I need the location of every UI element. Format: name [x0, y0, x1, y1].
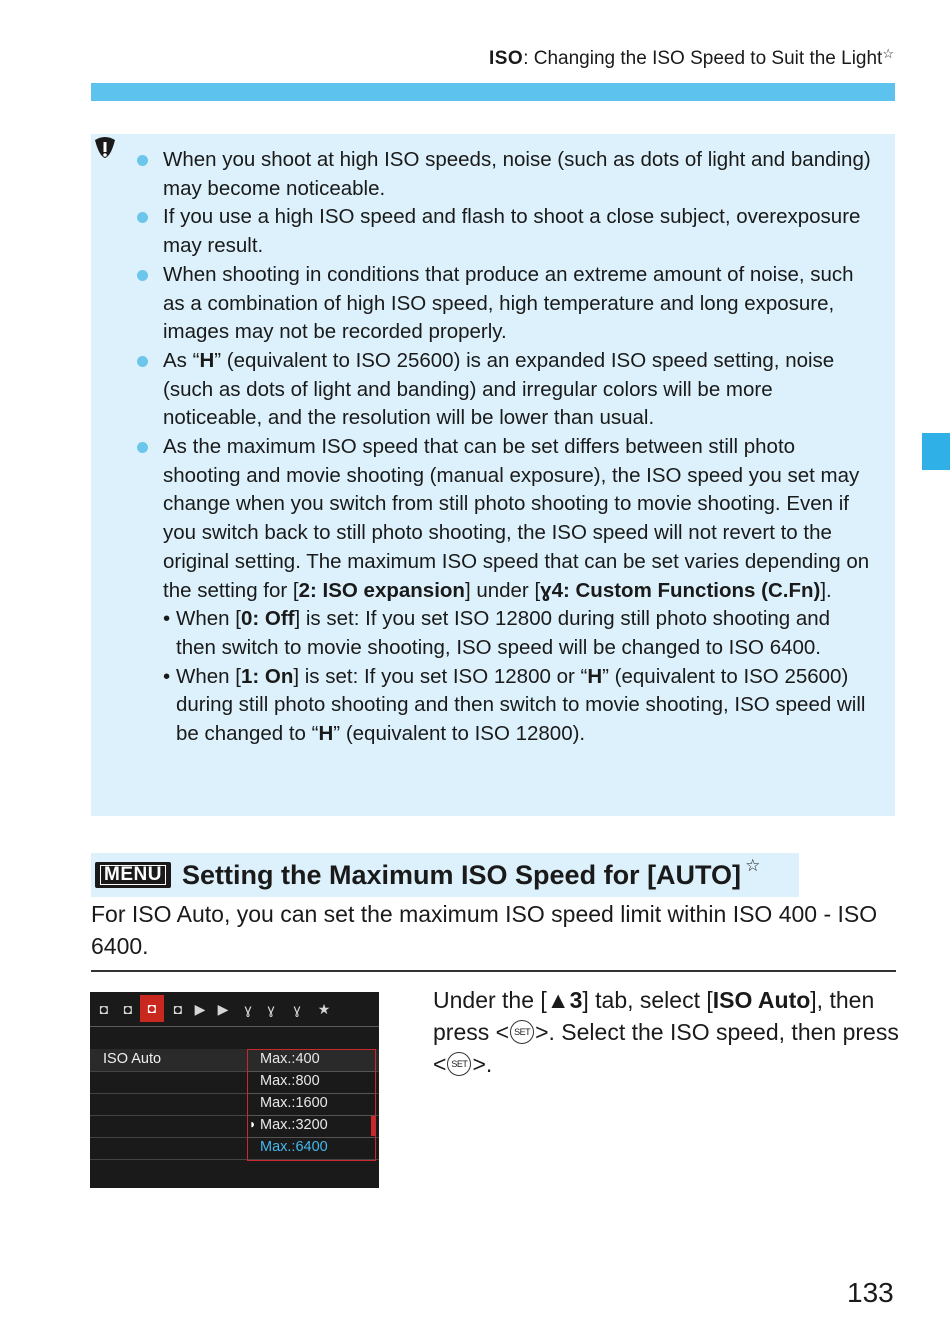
sub-list: [163, 605, 875, 749]
camera-icon: ▲: [546, 987, 570, 1013]
bullet-icon: [137, 155, 148, 166]
set-button-icon: SET: [510, 1020, 534, 1044]
star-icon: ☆: [882, 46, 894, 61]
list-item: As “H” (equivalent to ISO 25600) is an expanded ISO speed setting, noise (such as dots of light and banding) and irregular colors will be more noticeable, and the resolution will be lower than usual.: [135, 347, 875, 433]
menu-tabs: [90, 992, 379, 1026]
list-item: When shooting in conditions that produce an extreme amount of noise, such as a combination of high ISO speed, high temperature and long exposure, images may not be recorded properly.: [135, 261, 875, 347]
section-title: Setting the Maximum ISO Speed for [AUTO] ☆: [182, 855, 761, 890]
bullet-icon: [137, 270, 148, 281]
wrench-icon: ɣ: [540, 578, 552, 602]
sub-list-item: • When [0: Off] is set: If you set ISO 12800 during still photo shooting and then switch to movie shooting, ISO speed will be changed to ISO 6400.: [163, 607, 831, 659]
section-heading: [91, 853, 799, 897]
camera-tab-icon: ◘: [99, 1001, 109, 1017]
playback-tab-icon: ▶: [194, 1001, 206, 1017]
menu-icon: MENU: [95, 862, 171, 888]
dropdown-option-current: ◗ Max.:3200: [260, 1117, 328, 1133]
dropdown-option-selected: Max.:6400: [260, 1139, 328, 1155]
star-icon: ☆: [745, 855, 761, 875]
page-number: 133: [847, 1277, 894, 1308]
setup-tab-icon: ɣ: [244, 1001, 252, 1017]
list-item: As the maximum ISO speed that can be set differs between still photo shooting and movie shooting (manual exposure), the ISO speed you set may change when you switch from still photo shooting to movie shooting. Even if you switch back to still photo shooting, the ISO speed will not revert to the original setting. The maximum ISO speed that can be set varies depending on the setting for [2: ISO expansion] under [ɣ4: Custom Functions (C.Fn)]. • When [0: Off] is set: If you set ISO 12800 during still photo shooting and then switch to movie shooting, ISO speed will be changed to ISO 6400. • When [1: On] is set: If you set ISO 12800 or “H” (equivalent to ISO 25600) during still photo shooting and then switch to movie shooting, ISO speed will be changed to “H” (equivalent to ISO 12800).: [135, 433, 875, 749]
bullet-icon: [137, 212, 148, 223]
camera-tab-icon: ◘: [140, 995, 164, 1022]
caution-icon: [91, 136, 119, 164]
intro-text: For ISO Auto, you can set the maximum ISO speed limit within ISO 400 - ISO 6400.: [91, 901, 878, 959]
bullet-icon: [137, 442, 148, 453]
iso-max-dropdown: [247, 1049, 376, 1161]
set-button-icon: SET: [447, 1052, 471, 1076]
sub-list-item: • When [1: On] is set: If you set ISO 12800 or “H” (equivalent to ISO 25600) during still photo shooting and then switch to movie shooting, ISO speed will be changed to “H” (equivalent to ISO 12800).: [163, 664, 866, 746]
camera-tab-icon: ◘: [123, 1001, 133, 1017]
menu-row-iso-auto: ISO Auto: [90, 1049, 379, 1072]
chapter-tab: [922, 433, 950, 470]
list-item: When you shoot at high ISO speeds, noise (such as dots of light and banding) may become noticeable.: [135, 146, 875, 203]
setup-tab-icon: ɣ: [293, 1001, 301, 1017]
header-title: : Changing the ISO Speed to Suit the Light: [523, 48, 883, 69]
my-menu-star-icon: ★: [317, 1001, 331, 1017]
caution-box: [91, 134, 895, 816]
dropdown-option: Max.:800: [260, 1073, 320, 1089]
iso-icon: ISO: [488, 48, 524, 69]
setup-tab-icon: ɣ: [267, 1001, 275, 1017]
caution-list: [135, 146, 875, 749]
list-item: If you use a high ISO speed and flash to shoot a close subject, overexposure may result.: [135, 203, 875, 260]
bullet-icon: [137, 356, 148, 367]
dropdown-option: Max.:400: [260, 1051, 320, 1067]
camera-tab-icon: ◘: [173, 1001, 183, 1017]
divider: [91, 970, 896, 972]
dropdown-option: Max.:1600: [260, 1095, 328, 1111]
header-bar: [91, 83, 895, 101]
page-header: [489, 48, 894, 70]
playback-tab-icon: ▶: [217, 1001, 229, 1017]
camera-menu-screenshot: [90, 992, 379, 1188]
instruction-text: Under the [▲3] tab, select [ISO Auto], then press < SET >. Select the ISO speed, then press < SET >.: [433, 987, 899, 1077]
